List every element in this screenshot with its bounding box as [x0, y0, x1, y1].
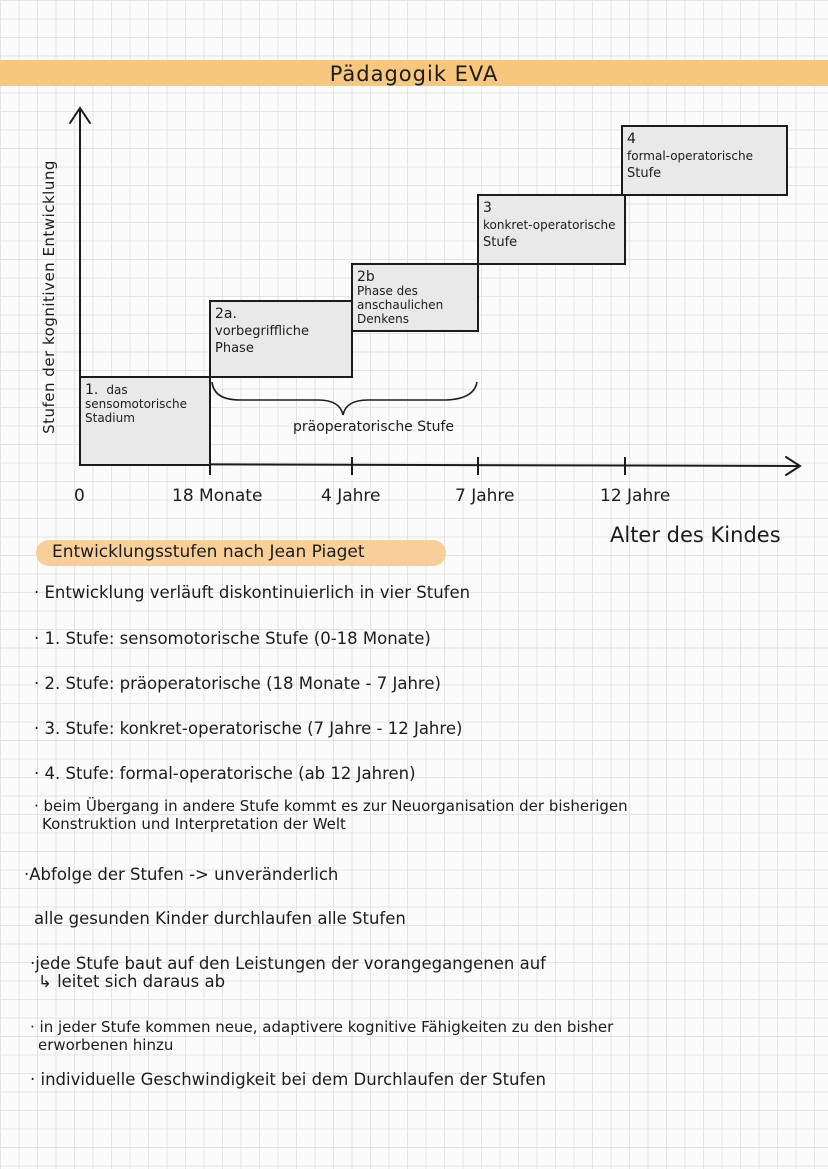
- note-item: [34, 797, 628, 833]
- note-text: · 3. Stufe: konkret-operatorische (7 Jahre - 12 Jahre): [34, 719, 463, 738]
- note-item: [34, 630, 431, 648]
- stage-text-line: konkret-operatorische: [483, 218, 616, 232]
- note-item: [34, 675, 441, 693]
- note-subtext: erworbenen hinzu: [38, 1036, 174, 1054]
- note-item: [30, 1071, 546, 1089]
- x-tick-7-jahre: 7 Jahre: [455, 486, 515, 506]
- note-text: · Entwicklung verläuft diskontinuierlich in vier Stufen: [34, 583, 471, 602]
- stage-chart: [0, 95, 828, 495]
- stage-text-line: Stufe: [627, 166, 662, 181]
- brace-label: präoperatorische Stufe: [293, 419, 455, 435]
- note-text: alle gesunden Kinder durchlaufen alle Stufen: [34, 909, 406, 928]
- section-heading: Entwicklungsstufen nach Jean Piaget: [52, 542, 365, 562]
- note-text: ·jede Stufe baut auf den Leistungen der vorangegangenen auf: [30, 954, 546, 973]
- note-text: ·Abfolge der Stufen -> unveränderlich: [24, 865, 339, 884]
- note-item: [34, 910, 406, 928]
- note-text: · in jeder Stufe kommen neue, adaptivere kognitive Fähigkeiten zu den bisher: [30, 1018, 614, 1036]
- x-tick-4-jahre: 4 Jahre: [321, 486, 381, 506]
- stage-number: 2b: [357, 269, 375, 285]
- stage-text-line: anschaulichen: [357, 298, 444, 312]
- stage-text-line: Stadium: [85, 411, 135, 425]
- page-title: Pädagogik EVA: [329, 62, 499, 86]
- note-item: [30, 1018, 613, 1054]
- note-subtext: ↳ leitet sich daraus ab: [38, 972, 226, 991]
- x-axis-label: Alter des Kindes: [610, 523, 781, 547]
- note-item: [34, 720, 462, 738]
- x-tick-18-monate: 18 Monate: [172, 486, 263, 506]
- note-text: · 4. Stufe: formal-operatorische (ab 12 Jahren): [34, 764, 416, 783]
- note-item: [34, 584, 470, 602]
- stage-text-line: Phase: [215, 341, 254, 356]
- stage-number: 1.: [85, 382, 99, 398]
- stage-number: 4: [627, 131, 636, 147]
- note-text: · 2. Stufe: präoperatorische (18 Monate - 7 Jahre): [34, 674, 441, 693]
- stage-text-line: Denkens: [357, 312, 409, 326]
- stage-text-line: das: [106, 383, 128, 397]
- stage-number: 2a.: [215, 306, 237, 322]
- note-item: [24, 866, 338, 884]
- note-text: · 1. Stufe: sensomotorische Stufe (0-18 Monate): [34, 629, 431, 648]
- stage-text-line: formal-operatorische: [627, 149, 753, 163]
- stage-text-line: sensomotorische: [85, 397, 188, 411]
- note-item: [34, 765, 416, 783]
- y-axis-label: Stufen der kognitiven Entwicklung: [40, 160, 58, 434]
- stage-text-line: vorbegriffliche: [215, 324, 310, 339]
- x-origin-label: 0: [74, 486, 85, 506]
- stage-number: 3: [483, 200, 492, 216]
- note-item: [30, 955, 546, 991]
- note-text: · individuelle Geschwindigkeit bei dem Durchlaufen der Stufen: [30, 1070, 546, 1089]
- x-tick-12-jahre: 12 Jahre: [600, 486, 671, 506]
- note-text: · beim Übergang in andere Stufe kommt es zur Neuorganisation der bisherigen: [34, 797, 628, 815]
- note-subtext: Konstruktion und Interpretation der Welt: [42, 815, 346, 833]
- stage-text-line: Phase des: [357, 284, 418, 298]
- stage-text-line: Stufe: [483, 235, 518, 250]
- preoperational-brace: [212, 382, 477, 415]
